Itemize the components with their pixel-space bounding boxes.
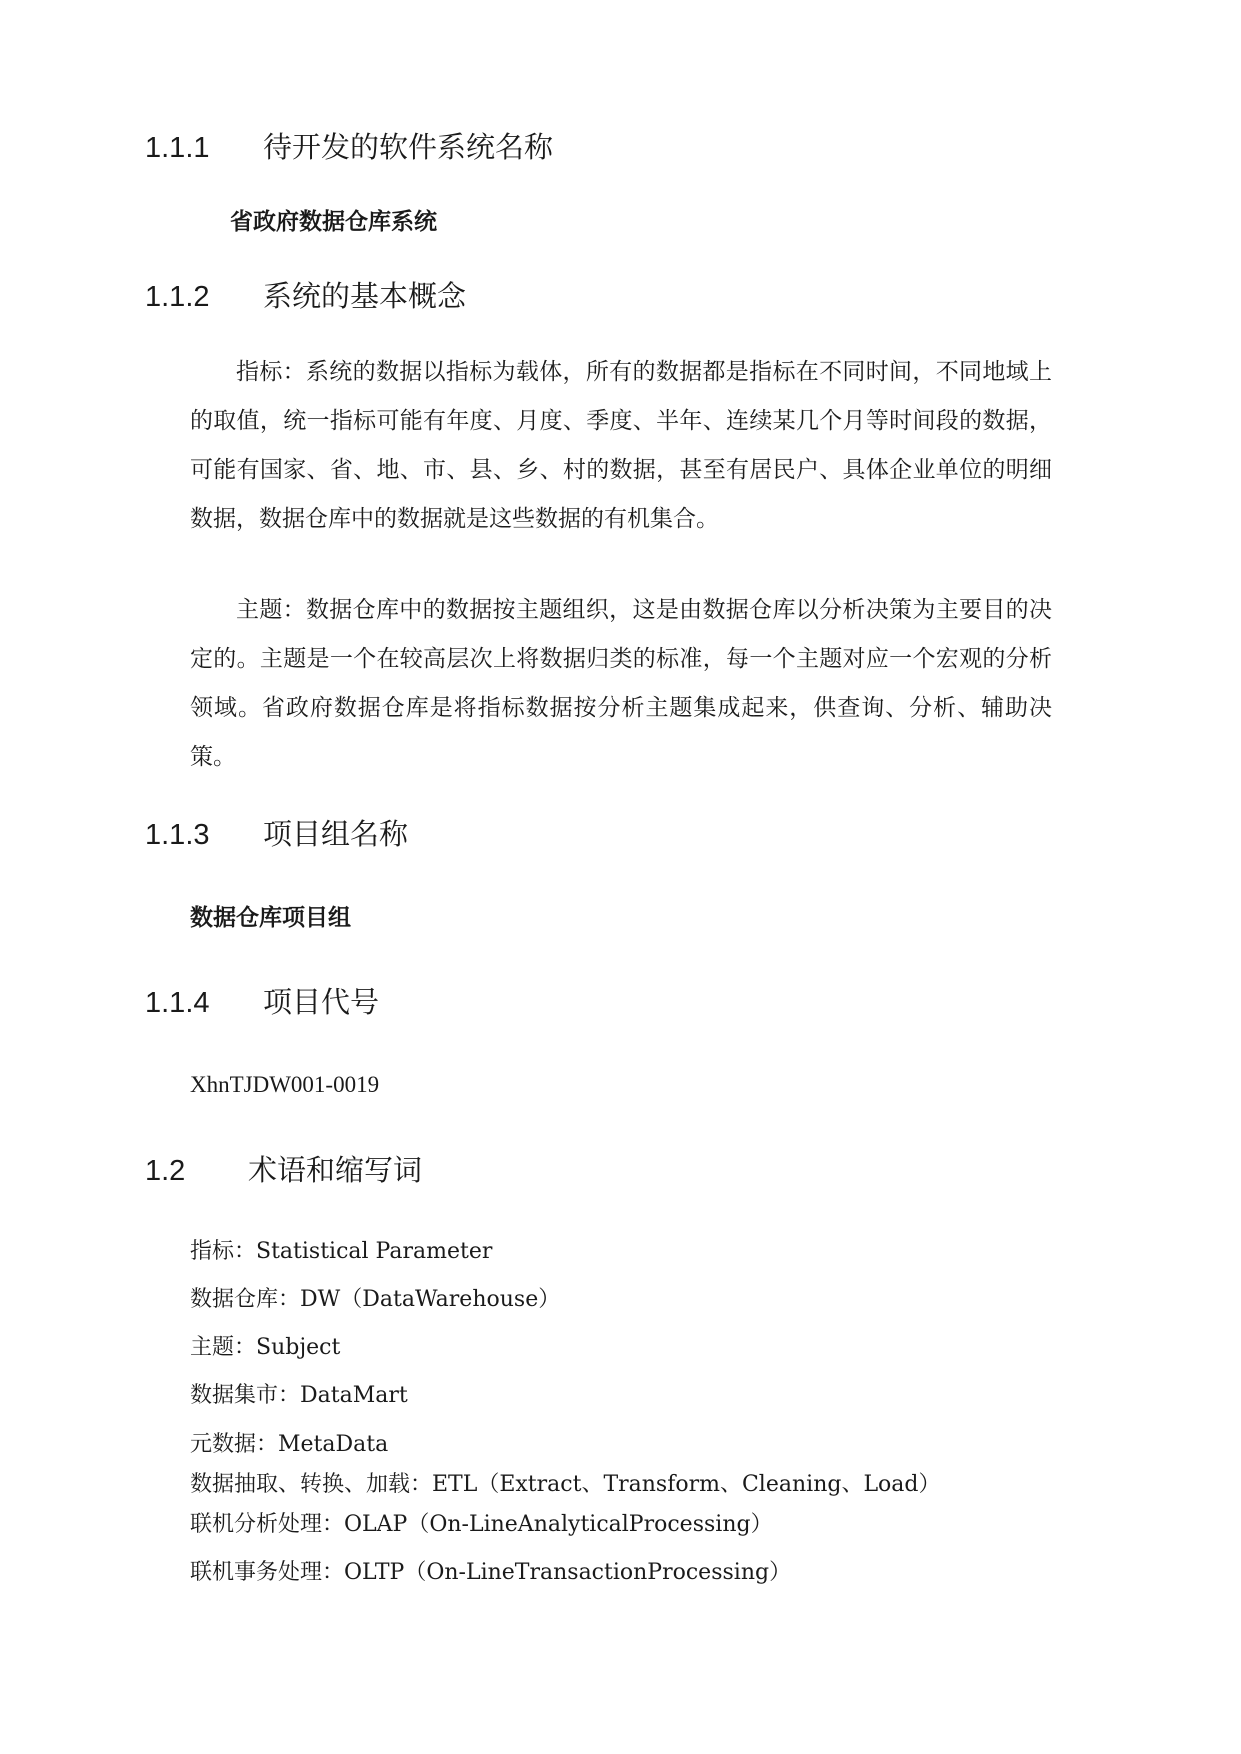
- section-number: 1.1.2: [145, 281, 210, 313]
- section-title: 项目组名称: [263, 819, 409, 851]
- section-number: 1.1.4: [145, 987, 210, 1019]
- term-item: 数据仓库：DW（DataWarehouse）: [190, 1287, 561, 1312]
- project-group-name: 数据仓库项目组: [190, 905, 351, 931]
- term-item: 联机事务处理：OLTP（On-LineTransactionProcessing）: [190, 1560, 792, 1585]
- section-heading-1-1-1: [145, 130, 553, 166]
- project-code: XhnTJDW001-0019: [190, 1072, 380, 1097]
- section-heading-1-1-4: [145, 985, 379, 1021]
- section-title: 待开发的软件系统名称: [263, 132, 554, 164]
- section-number: 1.1.3: [145, 819, 210, 851]
- term-item: 指标：Statistical Parameter: [190, 1239, 493, 1264]
- section-number: 1.2: [145, 1155, 186, 1187]
- section-title: 项目代号: [263, 987, 380, 1019]
- section-number: 1.1.1: [145, 132, 210, 164]
- section-title: 术语和缩写词: [248, 1155, 423, 1187]
- section-heading-1-1-3: [145, 817, 408, 853]
- term-item: 数据集市：DataMart: [190, 1383, 408, 1408]
- concept-paragraph-indicator: 指标：系统的数据以指标为载体，所有的数据都是指标在不同时间，不同地域上的取值，统一指标可能有年度、月度、季度、半年、连续某几个月等时间段的数据，可能有国家、省、地、市、县、乡、村的数据，甚至有居民户、具体企业单位的明细数据，数据仓库中的数据就是这些数据的有机集合。: [190, 359, 1052, 532]
- section-title: 系统的基本概念: [263, 281, 467, 313]
- section-heading-1-2: [145, 1153, 422, 1189]
- term-item: 联机分析处理：OLAP（On-LineAnalyticalProcessing）: [190, 1512, 773, 1537]
- term-item: 主题：Subject: [190, 1335, 341, 1360]
- section-heading-1-1-2: [145, 279, 466, 315]
- term-item: 元数据：MetaData: [190, 1432, 389, 1457]
- concept-paragraph-subject: 主题：数据仓库中的数据按主题组织，这是由数据仓库以分析决策为主要目的决定的。主题是一个在较高层次上将数据归类的标准，每一个主题对应一个宏观的分析领域。省政府数据仓库是将指标数据按分析主题集成起来，供查询、分析、辅助决策。: [190, 597, 1052, 770]
- term-item: 数据抽取、转换、加载：ETL（Extract、Transform、Cleaning、Load）: [190, 1472, 941, 1497]
- system-name: 省政府数据仓库系统: [230, 209, 437, 235]
